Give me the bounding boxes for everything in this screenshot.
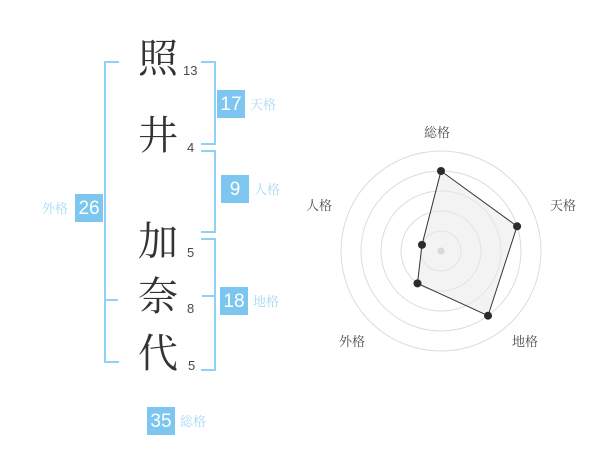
name-char-1: 照 bbox=[138, 37, 178, 81]
name-char-3: 加 bbox=[138, 220, 178, 264]
jinkaku-row bbox=[221, 175, 280, 203]
fortune-radar-chart bbox=[301, 111, 581, 391]
gaikaku-bracket bbox=[104, 61, 119, 363]
chikaku-bracket-tick bbox=[202, 295, 214, 297]
tenkaku-row bbox=[217, 90, 276, 118]
radar-axis-label: 天格 bbox=[549, 198, 577, 213]
stroke-count-4: 8 bbox=[187, 301, 195, 316]
chikaku-bracket bbox=[201, 238, 216, 371]
chikaku-row bbox=[220, 287, 279, 315]
chikaku-value-badge: 18 bbox=[220, 287, 248, 315]
gaikaku-label: 外格 bbox=[42, 200, 69, 216]
name-char-5: 代 bbox=[138, 332, 178, 376]
name-char-2: 井 bbox=[138, 114, 178, 158]
jinkaku-label: 人格 bbox=[254, 181, 281, 197]
gaikaku-row bbox=[42, 194, 103, 222]
jinkaku-bracket bbox=[201, 150, 216, 233]
name-char-4: 奈 bbox=[138, 275, 178, 319]
soukaku-row bbox=[147, 407, 206, 435]
stroke-count-3: 5 bbox=[187, 245, 195, 260]
radar-axis-label: 総格 bbox=[423, 125, 451, 140]
stroke-count-2: 4 bbox=[187, 140, 195, 155]
gaikaku-value-badge: 26 bbox=[75, 194, 103, 222]
stroke-count-5: 5 bbox=[188, 358, 196, 373]
soukaku-value-badge: 35 bbox=[147, 407, 175, 435]
jinkaku-value-badge: 9 bbox=[221, 175, 249, 203]
gaikaku-bracket-tick bbox=[106, 299, 118, 301]
chikaku-label: 地格 bbox=[253, 293, 280, 309]
radar-axis-label: 人格 bbox=[305, 198, 333, 213]
radar-axis-label: 地格 bbox=[511, 334, 539, 349]
tenkaku-value-badge: 17 bbox=[217, 90, 245, 118]
radar-axis-label: 外格 bbox=[338, 334, 366, 349]
stroke-count-1: 13 bbox=[183, 63, 198, 78]
tenkaku-label: 天格 bbox=[250, 96, 277, 112]
tenkaku-bracket bbox=[201, 61, 216, 145]
soukaku-label: 総格 bbox=[180, 413, 207, 429]
